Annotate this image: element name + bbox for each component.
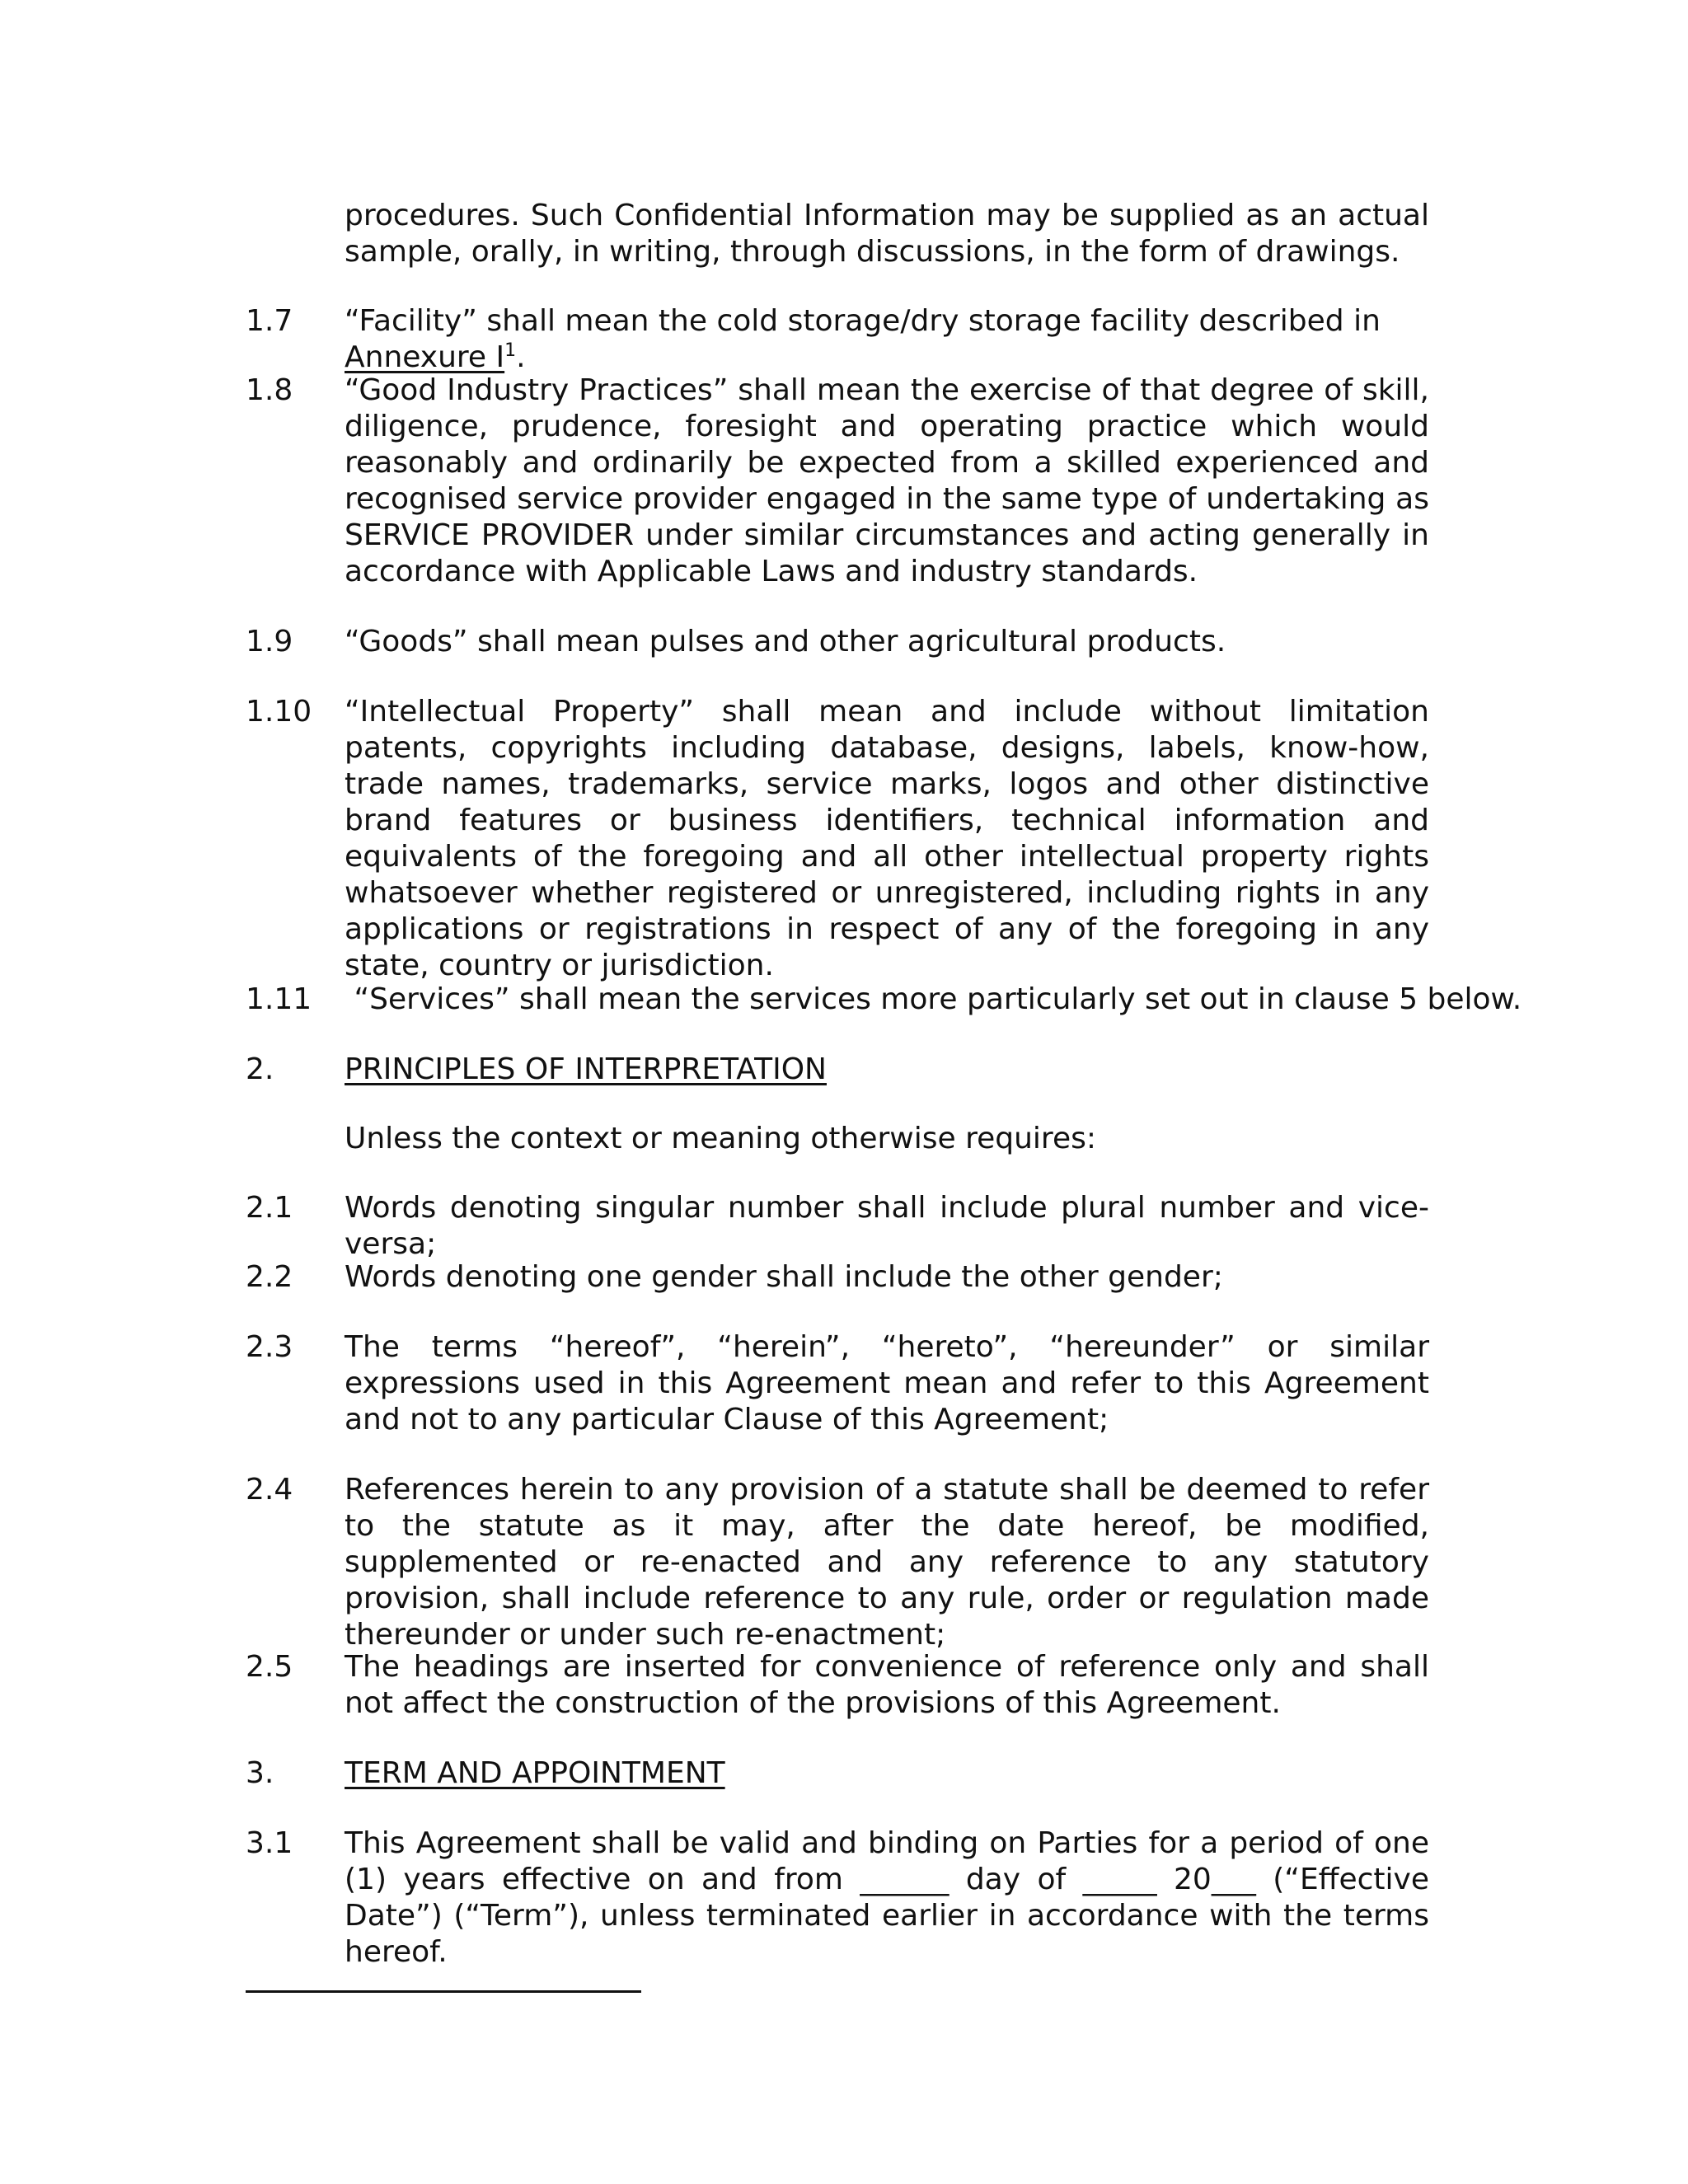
clause-2-4 [345, 1472, 1429, 1653]
clause-text: The headings are inserted for convenience of reference only and shall not affect the construction of the provisions of this Agreement. [345, 1650, 1429, 1720]
clause-number: 1.9 [246, 625, 293, 658]
clause-number: 2.5 [246, 1650, 293, 1684]
clause-3-1 [345, 1825, 1429, 1971]
section-heading: TERM AND APPOINTMENT [345, 1756, 725, 1790]
footnote-ref[interactable]: 1 [504, 340, 517, 361]
clause-number: 1.10 [246, 695, 312, 729]
clause-number: 2.3 [246, 1330, 293, 1364]
clause-number: 2.2 [246, 1260, 293, 1294]
clause-1-9 [345, 624, 1429, 660]
section-3 [345, 1755, 1429, 1792]
clause-text-end: . [516, 340, 526, 374]
clause-1-10 [345, 694, 1429, 984]
clause-number: 1.11 [246, 982, 312, 1016]
clause-text: “Goods” shall mean pulses and other agricultural products. [345, 625, 1226, 658]
clause-text: “Services” shall mean the services more particularly set out in clause 5 below. [345, 982, 1522, 1016]
clause-number: 2.1 [246, 1191, 293, 1225]
clause-text: The terms “hereof”, “herein”, “hereto”, “hereunder” or similar expressions used in this Agreement mean and refer to this Agreement and not to any particular Clause of this Agreement; [345, 1330, 1429, 1436]
clause-text: References herein to any provision of a statute shall be deemed to refer to the statute as it may, after the date hereof, be modified, supplemented or re-enacted and any reference to any statutory provision, shall include reference to any rule, order or regulation made thereunder or under such re-enactment; [345, 1473, 1429, 1652]
clause-1-7 [345, 303, 1429, 376]
clause-number: 1.7 [246, 304, 293, 338]
clause-number: 3.1 [246, 1826, 293, 1860]
annexure-link[interactable]: Annexure I [345, 340, 505, 374]
section-2-intro [345, 1121, 1429, 1157]
clause-text: Words denoting one gender shall include the other gender; [345, 1260, 1223, 1294]
section-number: 3. [246, 1756, 274, 1790]
section-2 [345, 1052, 1429, 1088]
clause-2-1 [345, 1190, 1429, 1263]
clause-1-11 [345, 982, 1522, 1018]
clause-text: Words denoting singular number shall include plural number and vice-versa; [345, 1191, 1429, 1261]
clause-1-6-continuation [345, 198, 1429, 270]
clause-text: “Good Industry Practices” shall mean the exercise of that degree of skill, diligence, prudence, foresight and operating practice which would reasonably and ordinarily be expected from a skilled experienced and recognised service provider engaged in the same type of undertaking as SERVICE PROVIDER under similar circumstances and acting generally in accordance with Applicable Laws and industry standards. [345, 373, 1429, 588]
clause-number: 1.8 [246, 373, 293, 407]
footnote-separator [246, 1990, 641, 1993]
clause-2-3 [345, 1329, 1429, 1438]
clause-text: “Facility” shall mean the cold storage/dry storage facility described in [345, 304, 1381, 338]
clause-number: 2.4 [246, 1473, 293, 1507]
clause-text: procedures. Such Confidential Information may be supplied as an actual sample, orally, in writing, through discussions, in the form of drawings. [345, 199, 1429, 269]
clause-2-2 [345, 1259, 1429, 1296]
section-heading: PRINCIPLES OF INTERPRETATION [345, 1052, 827, 1086]
intro-text: Unless the context or meaning otherwise requires: [345, 1122, 1096, 1155]
clause-text: “Intellectual Property” shall mean and include without limitation patents, copyrights including database, designs, labels, know-how, trade names, trademarks, service marks, logos and other distinctive brand features or business identifiers, technical information and equivalents of the foregoing and all other intellectual property rights whatsoever whether registered or unregistered, including rights in any applications or registrations in respect of any of the foregoing in any state, country or jurisdiction. [345, 695, 1429, 982]
clause-text: This Agreement shall be valid and binding on Parties for a period of one (1) years effective on and from ______ day of _____ 20___ (“Effective Date”) (“Term”), unless terminated earlier in accordance with the terms hereof. [345, 1826, 1429, 1969]
clause-2-5 [345, 1649, 1429, 1722]
clause-1-8 [345, 373, 1429, 590]
section-number: 2. [246, 1052, 274, 1086]
